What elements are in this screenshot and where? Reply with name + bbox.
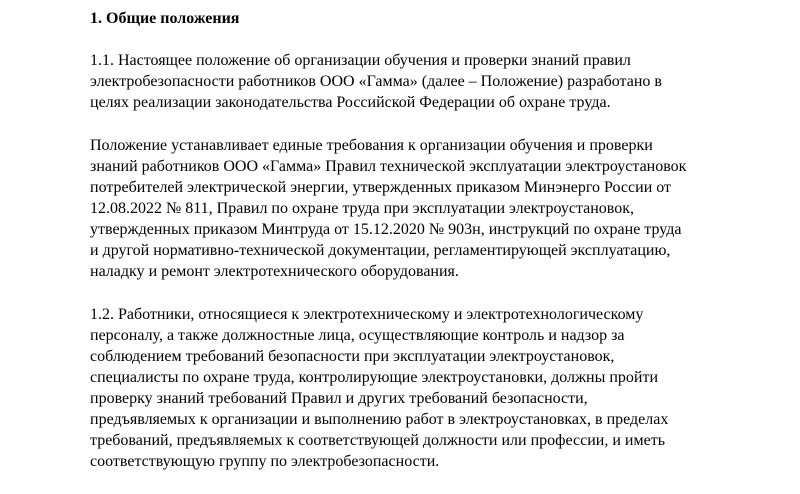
text-line: 12.08.2022 № 811, Правил по охране труда при эксплуатации электроустановок, <box>90 200 635 217</box>
text-line: наладку и ремонт электротехнического оборудования. <box>90 263 459 280</box>
text-line: соответствующую группу по электробезопасности. <box>90 453 440 470</box>
text-line: предъявляемых к организации и выполнению работ в электроустановках, в пределах <box>90 411 669 428</box>
text-line: потребителей электрической энергии, утвержденных приказом Минэнерго России от <box>90 179 672 196</box>
document-page <box>90 8 790 494</box>
text-line: знаний работников ООО «Гамма» Правил технической эксплуатации электроустановок <box>90 158 687 175</box>
text-line: Положение устанавливает единые требования к организации обучения и проверки <box>90 137 653 154</box>
text-line: и другой нормативно-технической документации, регламентирующей эксплуатацию, <box>90 242 671 259</box>
paragraph-1-2 <box>90 304 790 472</box>
text-line: проверку знаний требований Правил и других требований безопасности, <box>90 390 588 407</box>
text-line: специалисты по охране труда, контролирующие электроустановки, должны пройти <box>90 369 659 386</box>
text-line: электробезопасности работников ООО «Гамма» (далее – Положение) разработано в <box>90 73 662 90</box>
paragraph-1-1 <box>90 50 790 113</box>
section-heading: 1. Общие положения <box>90 10 240 27</box>
text-line: требований, предъявляемых к соответствующей должности или профессии, и иметь <box>90 432 665 449</box>
text-line: 1.1. Настоящее положение об организации обучения и проверки знаний правил <box>90 52 631 69</box>
text-line: целях реализации законодательства Российской Федерации об охране труда. <box>90 94 611 111</box>
text-line: утвержденных приказом Минтруда от 15.12.2020 № 903н, инструкций по охране труда <box>90 221 682 238</box>
text-line: соблюдением требований безопасности при эксплуатации электроустановок, <box>90 348 615 365</box>
paragraph-scope <box>90 135 790 282</box>
text-line: 1.2. Работники, относящиеся к электротехническому и электротехнологическому <box>90 306 644 323</box>
text-line: персоналу, а также должностные лица, осуществляющие контроль и надзор за <box>90 327 625 344</box>
